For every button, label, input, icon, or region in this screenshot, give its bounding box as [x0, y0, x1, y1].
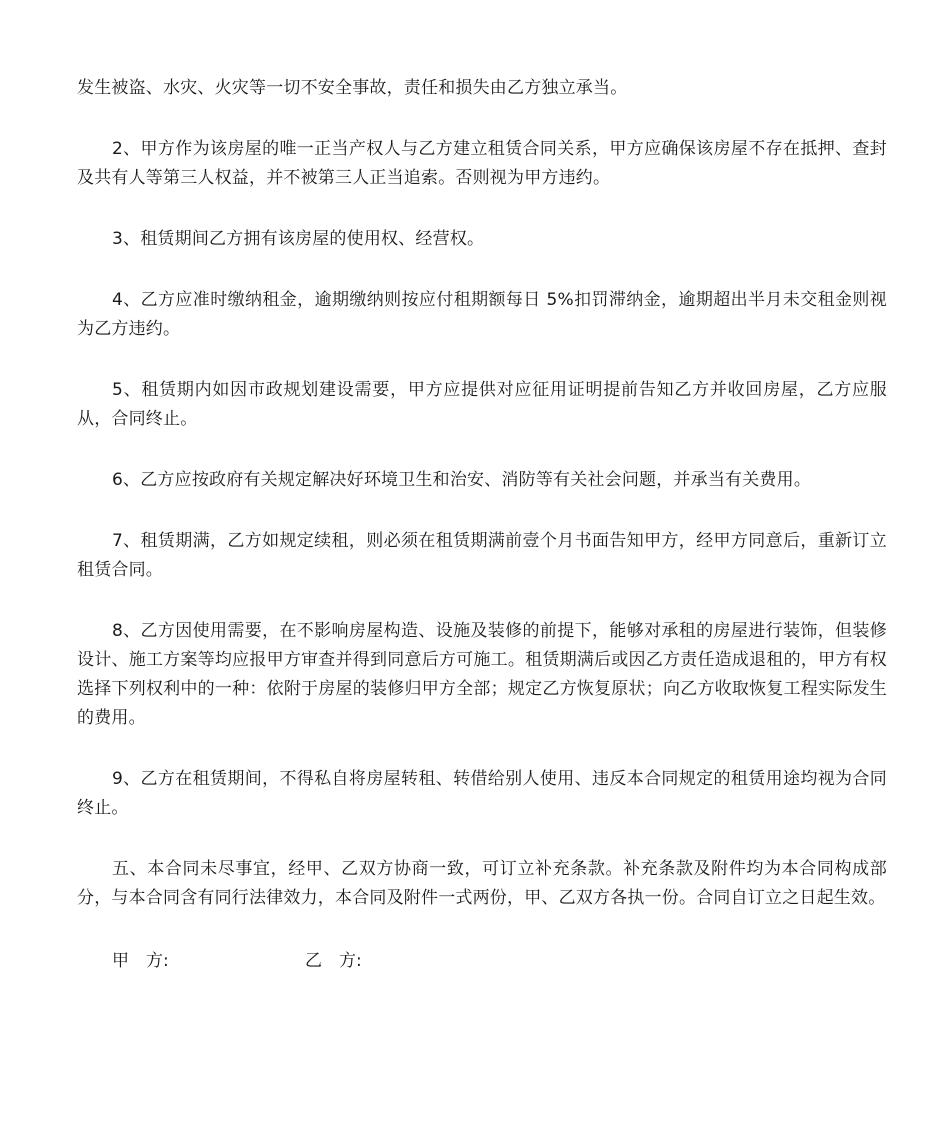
party-b-signature-label: 乙 方: [305, 951, 362, 971]
paragraph-continuation: 发生被盗、水灾、火灾等一切不安全事故，责任和损失由乙方独立承当。 [77, 78, 628, 98]
contract-document [77, 74, 887, 976]
clause-3: 3、租赁期间乙方拥有该房屋的使用权、经营权。 [112, 229, 485, 249]
clause-6: 6、乙方应按政府有关规定解决好环境卫生和治安、消防等有关社会问题，并承当有关费用。 [112, 470, 812, 490]
signature-row [77, 947, 887, 976]
clause-4: 4、乙方应准时缴纳租金，逾期缴纳则按应付租期额每日 5%扣罚滞纳金，逾期超出半月未交租金则视为乙方违约。 [77, 290, 887, 339]
party-a-signature-label: 甲 方: [112, 951, 169, 971]
clause-5: 5、租赁期内如因市政规划建设需要，甲方应提供对应征用证明提前告知乙方并收回房屋，乙方应服从，合同终止。 [77, 380, 887, 429]
clause-2: 2、甲方作为该房屋的唯一正当产权人与乙方建立租赁合同关系，甲方应确保该房屋不存在抵押、查封及共有人等第三人权益，并不被第三人正当追索。否则视为甲方违约。 [77, 139, 887, 188]
section-5-supplementary-terms: 五、本合同未尽事宜，经甲、乙双方协商一致，可订立补充条款。补充条款及附件均为本合同构成部分，与本合同含有同行法律效力，本合同及附件一式两份，甲、乙双方各执一份。合同自订立之日起生效。 [77, 859, 887, 908]
clause-9: 9、乙方在租赁期间，不得私自将房屋转租、转借给别人使用、违反本合同规定的租赁用途均视为合同终止。 [77, 769, 887, 818]
clause-8: 8、乙方因使用需要，在不影响房屋构造、设施及装修的前提下，能够对承租的房屋进行装饰，但装修设计、施工方案等均应报甲方审查并得到同意后方可施工。租赁期满后或因乙方责任造成退租的，甲方有权选择下列权利中的一种：依附于房屋的装修归甲方全部；规定乙方恢复原状；向乙方收取恢复工程实际发生的费用。 [77, 621, 887, 728]
clause-7: 7、租赁期满，乙方如规定续租，则必须在租赁期满前壹个月书面告知甲方，经甲方同意后，重新订立租赁合同。 [77, 531, 887, 580]
